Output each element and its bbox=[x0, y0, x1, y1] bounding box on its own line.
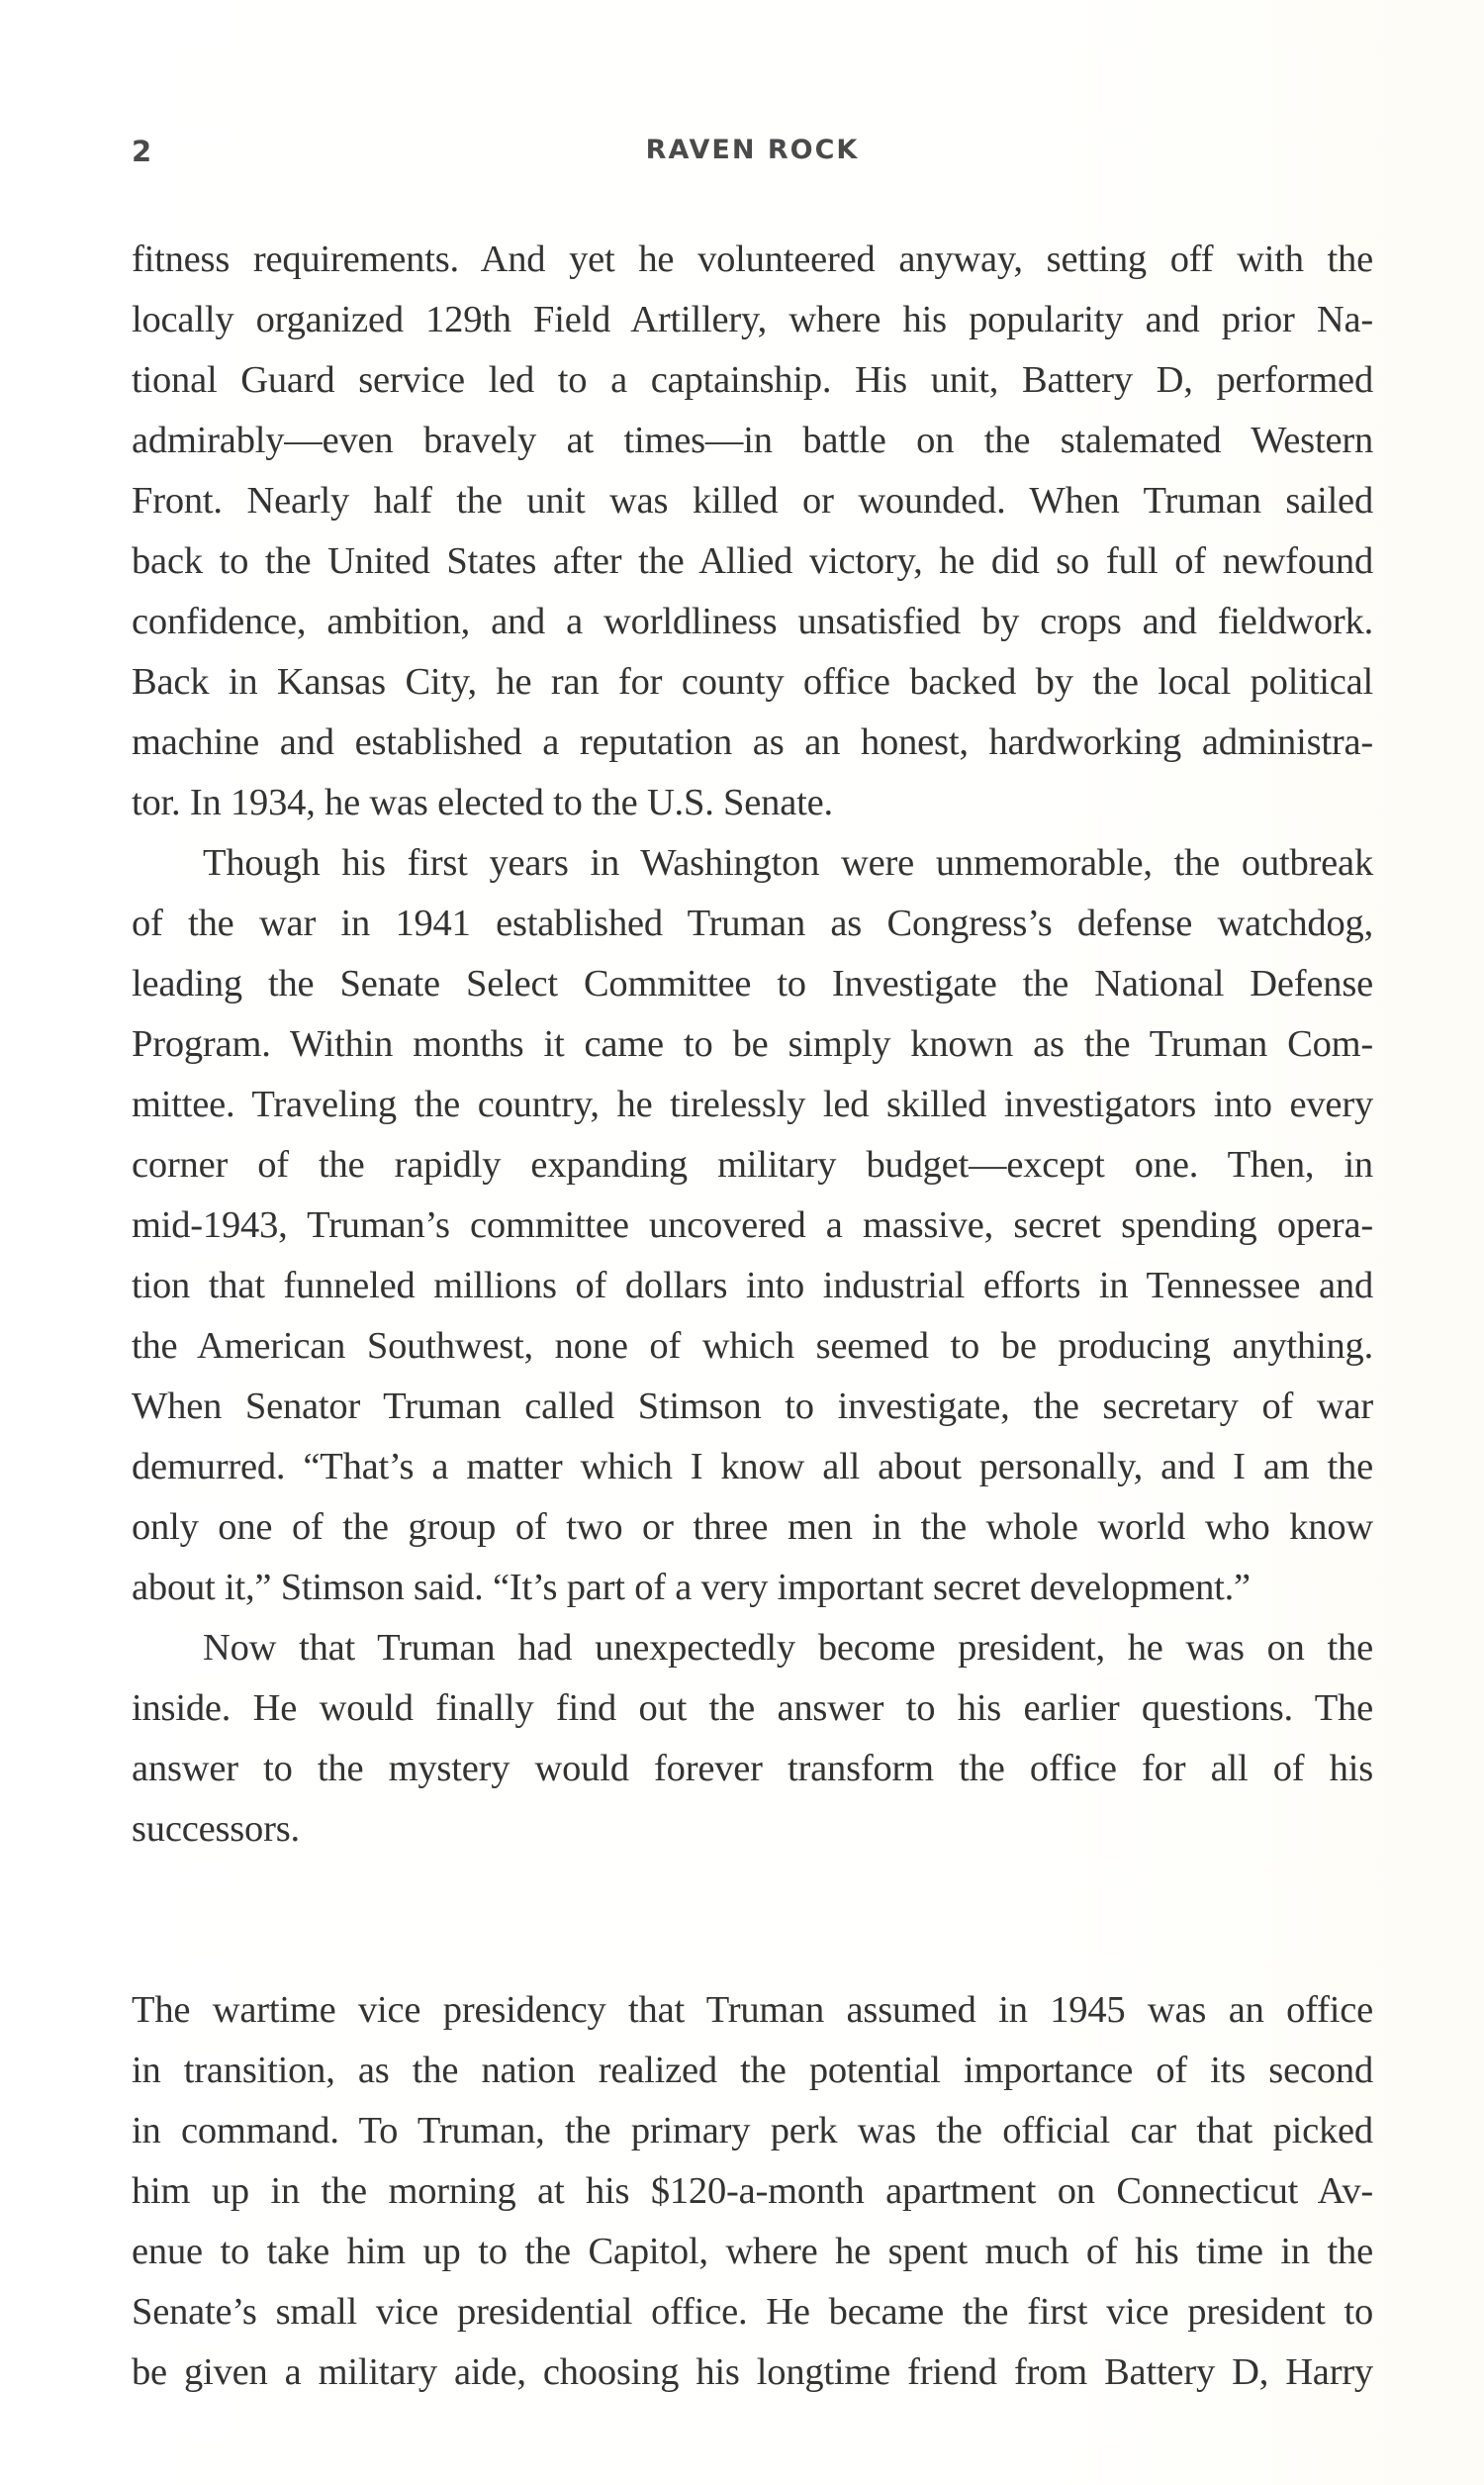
text-line: corner of the rapidly expanding military budget—except one. Then, in bbox=[132, 1144, 1373, 1186]
running-head bbox=[132, 135, 1373, 174]
text-line: admirably—even bravely at times—in battle on the stalemated Western bbox=[132, 420, 1373, 461]
text-line: machine and established a reputation as an honest, hardworking administra- bbox=[132, 721, 1373, 763]
page-number: 2 bbox=[132, 135, 152, 168]
text-line: the American Southwest, none of which seemed to be producing anything. bbox=[132, 1325, 1373, 1367]
text-line: back to the United States after the Allied victory, he did so full of newfound bbox=[132, 540, 1373, 582]
book-title: RAVEN ROCK bbox=[645, 135, 860, 165]
text-line: Back in Kansas City, he ran for county office backed by the local political bbox=[132, 661, 1373, 703]
text-line: mittee. Traveling the country, he tirelessly led skilled investigators into every bbox=[132, 1084, 1373, 1125]
text-line: When Senator Truman called Stimson to investigate, the secretary of war bbox=[132, 1386, 1373, 1427]
text-line: Senate’s small vice presidential office. He became the first vice president to bbox=[132, 2291, 1373, 2333]
text-line: about it,” Stimson said. “It’s part of a very important secret development.” bbox=[132, 1567, 1251, 1608]
text-line: The wartime vice presidency that Truman assumed in 1945 was an office bbox=[132, 1989, 1373, 2031]
text-line: tion that funneled millions of dollars into industrial efforts in Tennessee and bbox=[132, 1265, 1373, 1306]
text-line: in transition, as the nation realized the potential importance of its second bbox=[132, 2050, 1373, 2091]
text-line: him up in the morning at his $120-a-month apartment on Connecticut Av- bbox=[132, 2170, 1373, 2212]
paragraph bbox=[132, 1980, 1373, 2403]
text-line: leading the Senate Select Committee to Investigate the National Defense bbox=[132, 963, 1373, 1004]
text-line: confidence, ambition, and a worldliness unsatisfied by crops and fieldwork. bbox=[132, 601, 1373, 642]
paragraph bbox=[132, 833, 1373, 1618]
section-break bbox=[132, 1860, 1373, 1980]
text-line: be given a military aide, choosing his longtime friend from Battery D, Harry bbox=[132, 2351, 1373, 2393]
text-line: mid-1943, Truman’s committee uncovered a massive, secret spending opera- bbox=[132, 1204, 1373, 1246]
text-line: successors. bbox=[132, 1808, 300, 1850]
text-line: Front. Nearly half the unit was killed or wounded. When Truman sailed bbox=[132, 480, 1373, 522]
text-line: Now that Truman had unexpectedly become president, he was on the bbox=[203, 1627, 1373, 1669]
text-line: tional Guard service led to a captainship. His unit, Battery D, performed bbox=[132, 359, 1373, 401]
text-line: answer to the mystery would forever transform the office for all of his bbox=[132, 1748, 1373, 1789]
text-line: tor. In 1934, he was elected to the U.S. Senate. bbox=[132, 782, 833, 823]
text-line: in command. To Truman, the primary perk was the official car that picked bbox=[132, 2110, 1373, 2151]
text-line: Though his first years in Washington were unmemorable, the outbreak bbox=[203, 842, 1373, 884]
text-line: fitness requirements. And yet he volunteered anyway, setting off with the bbox=[132, 239, 1373, 280]
text-line: of the war in 1941 established Truman as Congress’s defense watchdog, bbox=[132, 903, 1373, 944]
text-line: inside. He would finally find out the answer to his earlier questions. The bbox=[132, 1687, 1373, 1729]
paragraph bbox=[132, 230, 1373, 833]
text-line: demurred. “That’s a matter which I know all about personally, and I am the bbox=[132, 1446, 1373, 1487]
text-line: Program. Within months it came to be simply known as the Truman Com- bbox=[132, 1023, 1373, 1065]
text-line: enue to take him up to the Capitol, where he spent much of his time in the bbox=[132, 2231, 1373, 2272]
body-text bbox=[132, 230, 1373, 2403]
paragraph bbox=[132, 1618, 1373, 1860]
text-line: only one of the group of two or three men in the whole world who know bbox=[132, 1506, 1373, 1548]
text-line: locally organized 129th Field Artillery, where his popularity and prior Na- bbox=[132, 299, 1373, 340]
